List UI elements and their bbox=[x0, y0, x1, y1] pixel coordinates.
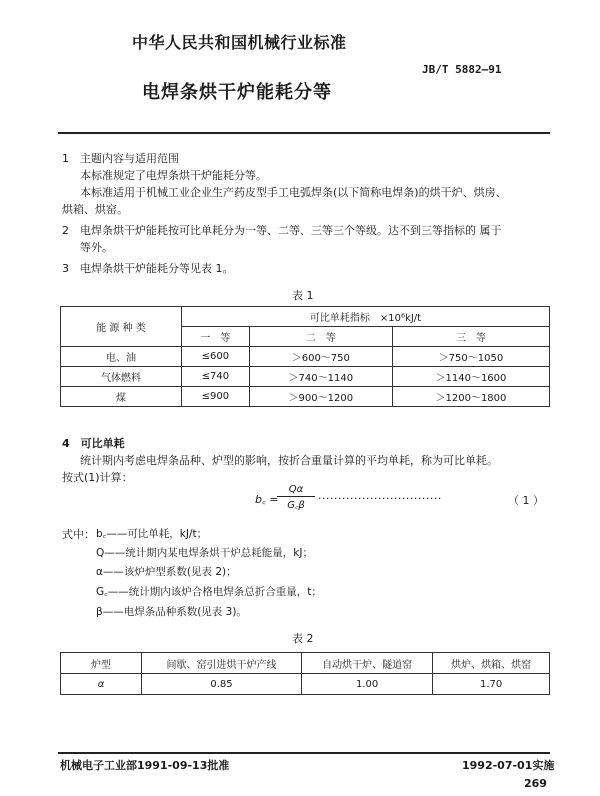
table-1-cell: ＞900～1200 bbox=[249, 387, 392, 407]
footer-rule bbox=[58, 752, 550, 754]
table-2-header: 烘炉、烘箱、烘窑 bbox=[433, 653, 550, 674]
table-1-cell: 电、油 bbox=[61, 347, 182, 367]
table-1 bbox=[60, 306, 550, 407]
page-number: 269 bbox=[524, 777, 547, 790]
table-1-header-grade-2: 二 等 bbox=[249, 327, 392, 347]
section-3-text: 3 电焊条烘干炉能耗分等见表 1。 bbox=[62, 262, 234, 275]
table-row bbox=[61, 674, 550, 695]
variable-definition: G꜀——统计期内该炉合格电焊条总折合重量，t； bbox=[96, 586, 322, 598]
table-1-cell: ＞600～750 bbox=[249, 347, 392, 367]
variable-definition: b꜀——可比单耗，kJ/t； bbox=[96, 528, 208, 540]
document-title: 电焊条烘干炉能耗分等 bbox=[142, 82, 332, 103]
table-1-cell: 气体燃料 bbox=[61, 367, 182, 387]
table-2-cell: α bbox=[61, 674, 142, 695]
table-1-cell: ＞1140～1600 bbox=[392, 367, 549, 387]
table-2-cell: 1.70 bbox=[433, 674, 550, 695]
table-1-cell: 煤 bbox=[61, 387, 182, 407]
section-4-para-cont: 按式(1)计算： bbox=[62, 471, 133, 484]
section-1-para-2-cont: 烘箱、烘窑。 bbox=[62, 203, 128, 216]
section-4-heading: 4 可比单耗 bbox=[62, 437, 125, 450]
formula-number: （ 1 ） bbox=[508, 494, 544, 507]
section-4-para: 统计期内考虑电焊条品种、炉型的影响，按折合重量计算的平均单耗，称为可比单耗。 bbox=[80, 454, 498, 467]
formula-fraction bbox=[277, 484, 315, 511]
where-label: 式中： bbox=[62, 528, 95, 541]
variable-definition: β——电焊条品种系数(见表 3)。 bbox=[96, 606, 247, 618]
table-2 bbox=[60, 652, 550, 695]
section-1-para-1: 本标准规定了电焊条烘干炉能耗分等。 bbox=[80, 169, 267, 182]
table-1-cell: ＞750～1050 bbox=[392, 347, 549, 367]
table-1-header-grade-1: 一 等 bbox=[182, 327, 250, 347]
section-1-para-2: 本标准适用于机械工业企业生产药皮型手工电弧焊条(以下简称电焊条)的烘干炉、烘房、 bbox=[80, 186, 507, 199]
table-1-header-grade-3: 三 等 bbox=[392, 327, 549, 347]
formula-denominator: G꜀β bbox=[287, 500, 305, 511]
formula-lhs: b꜀ = bbox=[255, 493, 279, 506]
table-2-cell: 1.00 bbox=[302, 674, 433, 695]
section-1-heading: 1 主题内容与适用范围 bbox=[62, 152, 179, 165]
table-row bbox=[61, 387, 550, 407]
issuing-org: 中华人民共和国机械行业标准 bbox=[132, 33, 347, 52]
table-1-cell: ＞1200～1800 bbox=[392, 387, 549, 407]
formula-numerator: Qα bbox=[277, 484, 315, 497]
table-2-caption: 表 2 bbox=[292, 632, 314, 645]
table-2-header: 炉型 bbox=[61, 653, 142, 674]
table-2-cell: 0.85 bbox=[142, 674, 302, 695]
table-1-header-source: 能 源 种 类 bbox=[61, 307, 182, 347]
table-2-header: 间歇、窑引进烘干炉产线 bbox=[142, 653, 302, 674]
table-1-header-group: 可比单耗指标 ×10⁶kJ/t bbox=[182, 307, 550, 327]
table-1-cell: ≤600 bbox=[182, 347, 250, 367]
section-2-text-cont: 等外。 bbox=[80, 241, 113, 254]
table-2-header: 自动烘干炉、隧道窑 bbox=[302, 653, 433, 674]
standard-code: JB/T 5882—91 bbox=[422, 63, 502, 76]
effective-date: 1992-07-01实施 bbox=[462, 759, 555, 772]
variable-definition: α——该炉炉型系数(见表 2)； bbox=[96, 566, 237, 578]
approval-date: 机械电子工业部1991-09-13批准 bbox=[60, 759, 230, 772]
table-1-cell: ≤740 bbox=[182, 367, 250, 387]
table-1-caption: 表 1 bbox=[292, 289, 314, 302]
header-rule bbox=[58, 132, 550, 134]
section-2-text: 2 电焊条烘干炉能耗按可比单耗分为一等、二等、三等三个等级。达不到三等指标的 属于 bbox=[62, 224, 502, 237]
table-row bbox=[61, 347, 550, 367]
variable-definition: Q——统计期内某电焊条烘干炉总耗能量，kJ； bbox=[96, 547, 313, 559]
table-1-cell: ≤900 bbox=[182, 387, 250, 407]
formula-leader-dots: ······························· bbox=[318, 492, 442, 505]
table-row bbox=[61, 367, 550, 387]
table-1-cell: ＞740～1140 bbox=[249, 367, 392, 387]
